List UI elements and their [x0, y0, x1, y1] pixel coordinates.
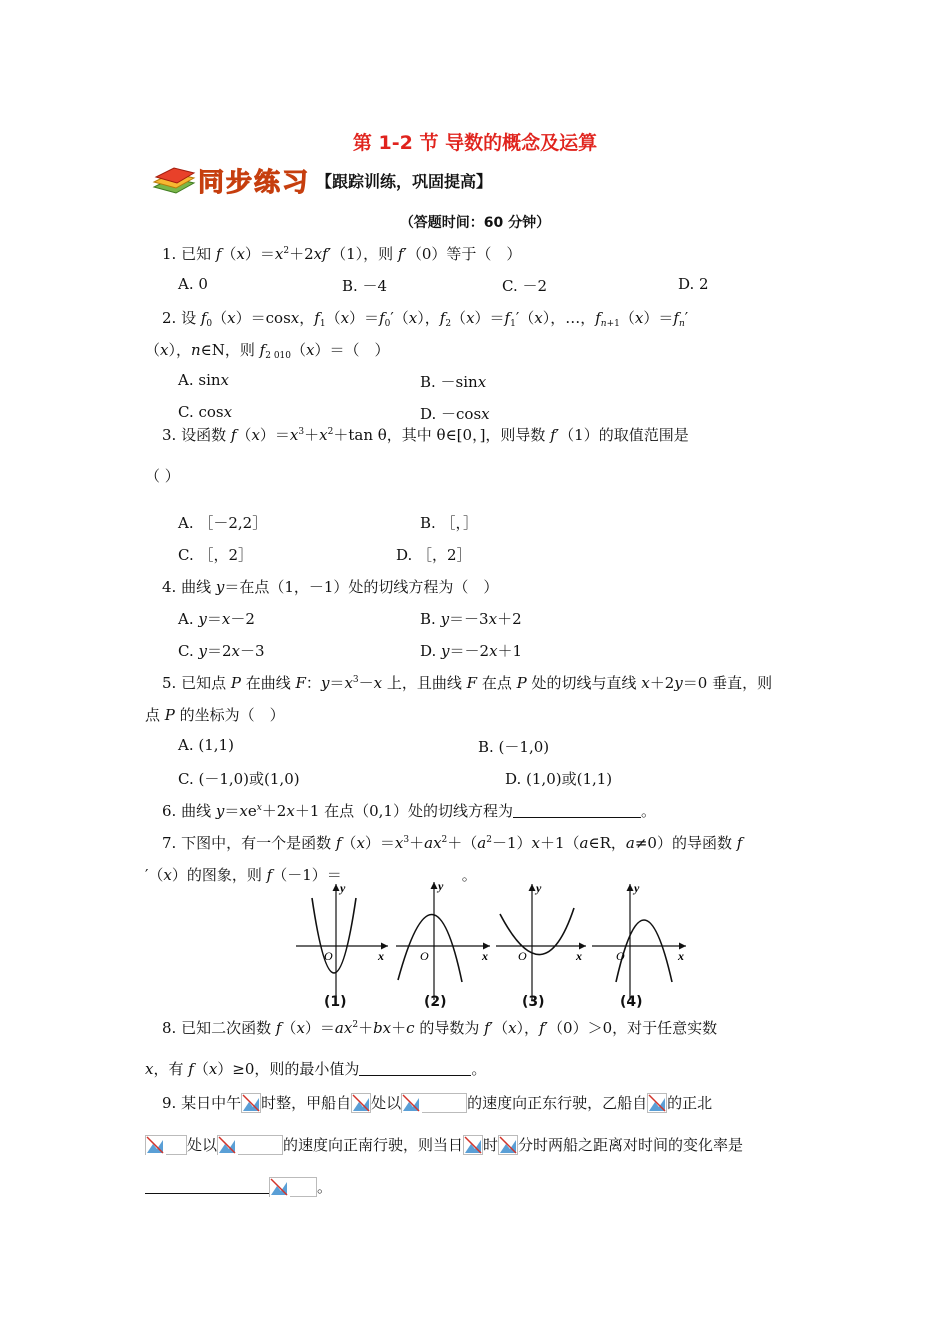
q3-paren: （ ） — [145, 467, 180, 485]
q4-option-b: B. y＝－3x＋2 — [420, 610, 522, 628]
image-placeholder-box — [217, 1135, 283, 1155]
image-placeholder-box — [269, 1177, 317, 1197]
question-8: 8. 已知二次函数 $f(x)=ax^2+bx+c$ 的导数为 f′（x），f′（0）＞0，对于任意实数 — [162, 1019, 718, 1037]
question-number: 4. — [162, 578, 177, 596]
svg-text:y: y — [340, 881, 346, 895]
q2-option-d: D. －cosx — [420, 405, 490, 423]
broken-image-icon — [647, 1093, 667, 1113]
q1-option-c: C. －2 — [502, 277, 548, 295]
broken-image-icon — [218, 1136, 238, 1156]
graph-label-3: (3) — [522, 994, 545, 1010]
question-9-answer: 。 — [145, 1176, 332, 1197]
q4-option-a: A. y＝x－2 — [178, 610, 255, 628]
broken-image-icon — [270, 1178, 290, 1198]
question-5-cont: 点 P 的坐标为（ ） — [145, 706, 285, 724]
q1-option-a: A. 0 — [178, 275, 208, 293]
q4-option-d: D. y＝－2x＋1 — [420, 642, 523, 660]
question-7-cont: ′（x）的图象，则 f（－1）＝ 。 — [145, 866, 477, 884]
answer-time: （答题时间：60 分钟） — [399, 215, 551, 231]
graph-label-4: (4) — [620, 994, 643, 1010]
svg-text:O: O — [324, 949, 333, 963]
q5-option-a: A. (1,1) — [178, 736, 234, 754]
question-number: 1. — [162, 245, 177, 263]
book-stack-icon — [150, 165, 198, 195]
broken-image-icon — [402, 1094, 422, 1114]
answer-blank[interactable] — [145, 1179, 269, 1194]
q7-graph-figure — [294, 878, 694, 1022]
svg-text:x: x — [482, 949, 488, 963]
graph-2 — [396, 879, 490, 1000]
graph-1 — [296, 881, 388, 1000]
graph-label-2: (2) — [424, 994, 447, 1010]
question-7: 7. 下图中，有一个是函数 $f(x)=x^3+ax^2+(a^2-1)x+1(a\in R$，a≠0）的导函数 f — [162, 834, 743, 852]
broken-image-icon — [351, 1093, 371, 1113]
svg-text:x: x — [378, 949, 384, 963]
answer-blank[interactable] — [513, 803, 641, 818]
svg-text:y: y — [438, 879, 444, 893]
q3-option-c: C. ［，2］ — [178, 546, 254, 564]
svg-text:O: O — [518, 949, 527, 963]
q1-option-b: B. －4 — [342, 277, 388, 295]
question-4: 4. 曲线 y＝在点（1，－1）处的切线方程为（ ） — [162, 578, 499, 596]
question-2: 2. 设 $f_0(x)=\cos x$，$f_1(x)=f_0'(x)$，$f_2(x)=f_1'(x)$，…，$f_{n+1}(x)=f_n'$ — [162, 309, 689, 329]
q2-option-c: C. cosx — [178, 403, 233, 421]
question-number: 6. — [162, 802, 177, 820]
svg-text:y: y — [536, 881, 542, 895]
question-2-cont: （x），n∈N，则 $f_{2 010}(x)=$（ ） — [145, 341, 390, 361]
svg-text:x: x — [678, 949, 684, 963]
question-9: 9. 某日中午 时整，甲船自 处以 的速度向正东行驶，乙船自 的正北 — [162, 1094, 713, 1112]
q1-option-d: D. 2 — [678, 275, 709, 293]
q5-option-b: B. (－1,0) — [478, 738, 550, 756]
graph-3 — [496, 881, 586, 1000]
question-9-cont: 处以 的速度向正南行驶，则当日 时 分时两船之距离对时间的变化率是 — [145, 1134, 743, 1155]
broken-image-icon — [498, 1135, 518, 1155]
graph-label-1: (1) — [324, 994, 347, 1010]
page-title: 第 1-2 节 导数的概念及运算 — [352, 132, 598, 154]
question-1: 1. 已知 $f(x)=x^2+2xf'(1)$，则 f′（0）等于（ ） — [162, 245, 522, 263]
question-8-cont: x，有 f（x）≥0，则的最小值为 。 — [145, 1060, 487, 1078]
question-number: 9. — [162, 1094, 177, 1112]
q4-option-c: C. y＝2x－3 — [178, 642, 265, 660]
question-number: 2. — [162, 309, 177, 327]
q2-option-b: B. －sinx — [420, 373, 487, 391]
q2-option-a: A. sinx — [178, 371, 229, 389]
svg-text:y: y — [634, 881, 640, 895]
banner-title: 同步练习 — [198, 167, 311, 198]
q3-option-b: B. ［，］ — [420, 514, 479, 532]
broken-image-icon — [463, 1135, 483, 1155]
broken-image-icon — [241, 1093, 261, 1113]
graph-4 — [592, 881, 686, 1000]
answer-blank[interactable] — [359, 1061, 471, 1076]
question-number: 5. — [162, 674, 177, 692]
q5-option-c: C. (－1,0)或(1,0) — [178, 770, 300, 788]
section-banner — [150, 163, 492, 197]
broken-image-icon — [146, 1136, 166, 1156]
image-placeholder-box — [401, 1093, 467, 1113]
question-number: 7. — [162, 834, 177, 852]
question-number: 3. — [162, 426, 177, 444]
question-number: 8. — [162, 1019, 177, 1037]
image-placeholder-box — [145, 1135, 187, 1155]
svg-text:O: O — [420, 949, 429, 963]
svg-text:x: x — [576, 949, 582, 963]
question-5: 5. 已知点 P 在曲线 F：$y=x^3-x$ 上，且曲线 F 在点 P 处的切线与直线 x＋2y＝0 垂直，则 — [162, 674, 773, 692]
question-6: 6. 曲线 $y=xe^x+2x+1$ 在点（0,1）处的切线方程为 。 — [162, 802, 656, 820]
q5-option-d: D. (1,0)或(1,1) — [505, 770, 613, 788]
q3-option-a: A. ［－2,2］ — [178, 514, 268, 532]
banner-subtitle: 【跟踪训练，巩固提高】 — [316, 171, 493, 191]
question-3: 3. 设函数 $f(x)=x^3+x^2+\tan$ θ，其中 θ∈[0，]，则导数 f′（1）的取值范围是 — [162, 426, 689, 444]
q3-option-d: D. ［，2］ — [396, 546, 472, 564]
svg-text:O: O — [616, 949, 625, 963]
